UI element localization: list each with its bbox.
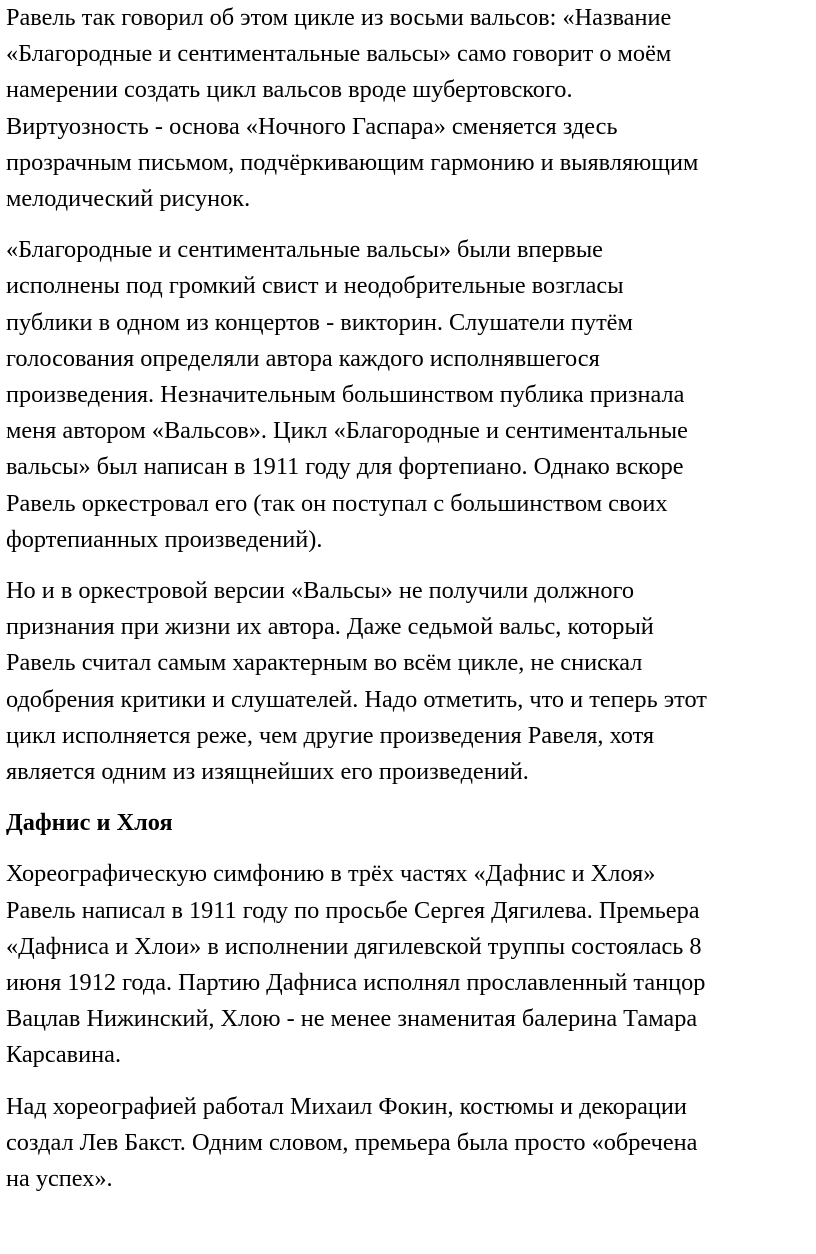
paragraph-waltz-reception: Но и в оркестровой версии «Вальсы» не получили должного признания при жизни их автора. Даже седьмой вальс, который Равель считал самым характерным во всём цикле, не снискал одобрения критики и слушателей. Надо отметить, что и теперь этот цикл исполняется реже, чем другие произведения Равеля, хотя является одним из изящнейших его произведений. — [6, 577, 707, 786]
section-heading-daphnis: Дафнис и Хлоя — [6, 809, 173, 837]
paragraph-daphnis-premiere: Хореографическую симфонию в трёх частях «Дафнис и Хлоя» Равель написал в 1911 году по просьбе Сергея Дягилева. Премьера «Дафниса и Хлои» в исполнении дягилевской труппы состоялась 8 июня 1912 года. Партию Дафниса исполнял прославленный танцор Вацлав Нижинский, Хлою - не менее знаменитая балерина Тамара Карсавина. — [6, 860, 706, 1069]
paragraph-waltz-premiere: «Благородные и сентиментальные вальсы» были впервые исполнены под громкий свист и неодобрительные возгласы публики в одном из концертов - викторин. Слушатели путём голосования определяли автора каждого исполнявшегося произведения. Незначительным большинством публика признала меня автором «Вальсов». Цикл «Благородные и сентиментальные вальсы» был написан в 1911 году для фортепиано. Однако вскоре Равель оркестровал его (так он поступал с большинством своих фортепианных произведений). — [6, 236, 688, 553]
document-page — [6, 0, 812, 1212]
paragraph-daphnis-choreography: Над хореографией работал Михаил Фокин, костюмы и декорации создал Лев Бакст. Одним словом, премьера была просто «обречена на успех». — [6, 1092, 698, 1193]
paragraph-waltz-quote: Равель так говорил об этом цикле из восьми вальсов: «Название «Благородные и сентиментальные вальсы» само говорит о моём намерении создать цикл вальсов вроде шубертовского. Виртуозность - основа «Ночного Гаспара» сменяется здесь прозрачным письмом, подчёркивающим гармонию и выявляющим мелодический рисунок. — [6, 4, 699, 213]
